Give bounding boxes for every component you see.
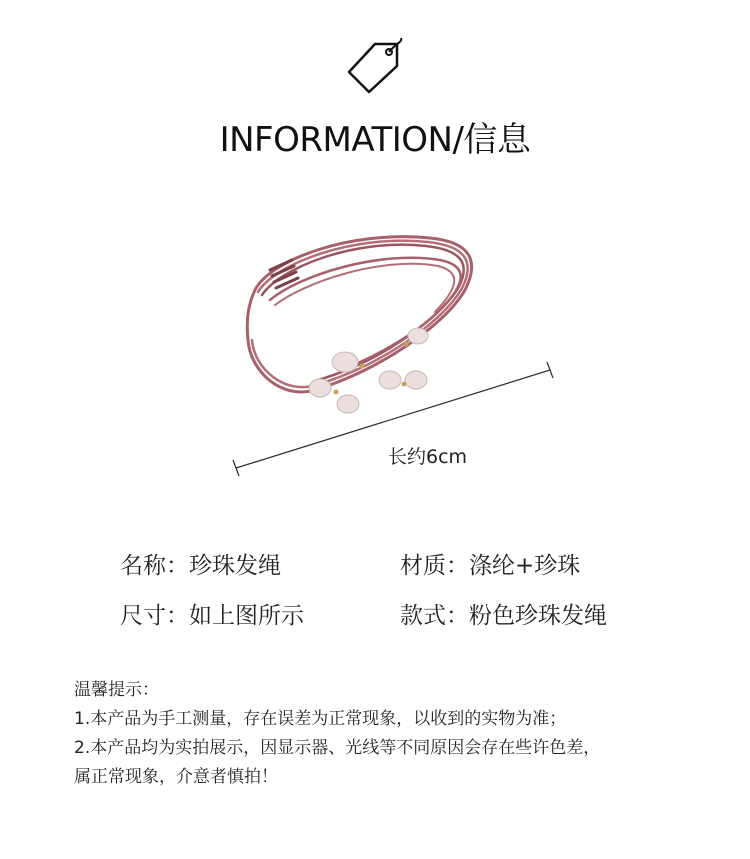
page-title: INFORMATION/信息 [219, 120, 531, 160]
measure-label: 长约6cm [388, 446, 468, 468]
spec-material: 材质：涤纶+珍珠 [400, 553, 581, 579]
notes-heading: 温馨提示： [74, 680, 159, 700]
notes-line: 1.本产品为手工测量，存在误差为正常现象，以收到的实物为准； [74, 709, 567, 729]
spec-name: 名称：珍珠发绳 [120, 553, 281, 579]
notes-line: 属正常现象，介意者慎拍！ [74, 767, 278, 787]
notes-line: 2.本产品均为实拍展示，因显示器、光线等不同原因会存在些许色差， [74, 738, 601, 758]
price-tag-icon [345, 34, 407, 94]
spec-size: 尺寸：如上图所示 [120, 603, 304, 629]
notes-section [74, 676, 714, 792]
spec-style: 款式：粉色珍珠发绳 [400, 603, 607, 629]
